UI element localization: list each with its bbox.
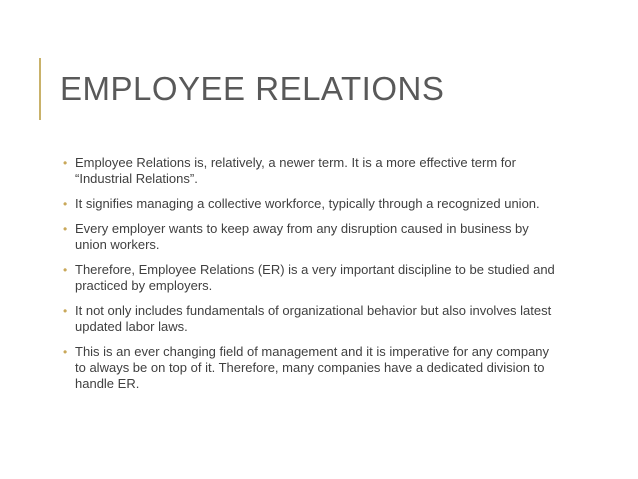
bullet-text: It signifies managing a collective workforce, typically through a recognized union. — [75, 196, 540, 211]
bullet-item — [63, 155, 563, 187]
bullet-dot-icon: • — [63, 156, 68, 170]
bullet-item — [63, 221, 563, 253]
bullet-dot-icon: • — [63, 263, 68, 277]
bullet-list — [63, 155, 563, 401]
bullet-dot-icon: • — [63, 197, 68, 211]
bullet-item — [63, 196, 563, 212]
bullet-dot-icon: • — [63, 304, 68, 318]
bullet-text: This is an ever changing field of management and it is imperative for any company to always be on top of it. Therefore, many companies have a dedicated division to handle ER. — [75, 344, 550, 391]
bullet-text: Therefore, Employee Relations (ER) is a very important discipline to be studied and practiced by employers. — [75, 262, 555, 293]
bullet-text: Every employer wants to keep away from any disruption caused in business by union workers. — [75, 221, 529, 252]
bullet-text: It not only includes fundamentals of organizational behavior but also involves latest updated labor laws. — [75, 303, 552, 334]
bullet-item — [63, 262, 563, 294]
bullet-text: Employee Relations is, relatively, a newer term. It is a more effective term for “Industrial Relations”. — [75, 155, 516, 186]
title-accent-bar — [39, 58, 41, 120]
bullet-item — [63, 344, 563, 392]
bullet-item — [63, 303, 563, 335]
slide-title: EMPLOYEE RELATIONS — [60, 70, 445, 107]
bullet-dot-icon: • — [63, 222, 68, 236]
bullet-dot-icon: • — [63, 345, 68, 359]
